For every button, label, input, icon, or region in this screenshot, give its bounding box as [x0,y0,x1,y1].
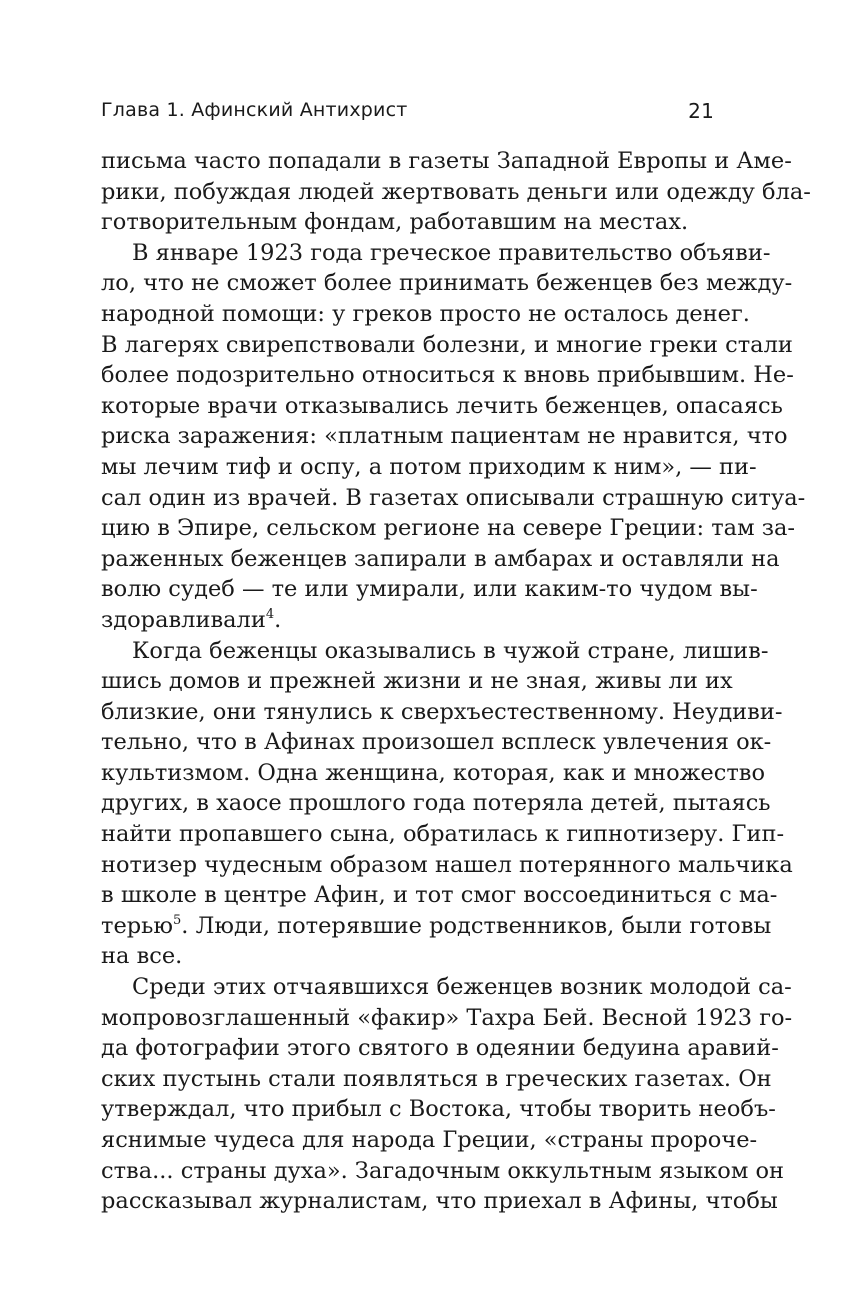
text-line: мы лечим тиф и оспу, а потом приходим к ним», — пи- [101,453,757,480]
text-line: риска заражения: «платным пациентам не нравится, что [101,423,788,450]
text-line: ло, что не сможет более принимать беженцев без между- [101,270,793,297]
text-line: письма часто попадали в газеты Западной Европы и Аме- [101,148,792,174]
running-head [101,99,714,131]
page-number: 21 [688,99,714,123]
text-line: раженных беженцев запирали в амбарах и оставляли на [101,545,780,572]
paragraph [101,636,793,973]
text-line: В лагерях свирепствовали болезни, и многие греки стали [101,331,793,358]
text-line: шись домов и прежней жизни и не зная, живы ли их [101,668,733,695]
text-line: готворительным фондам, работавшим на местах. [101,209,689,236]
text-line: близкие, они тянулись к сверхъестественному. Неудиви- [101,698,783,725]
text-line: рассказывал журналистам, что приехал в Афины, чтобы [101,1188,778,1215]
text-fragment: терью [101,912,174,939]
text-fragment: здоравливали [101,606,266,633]
text-line: цию в Эпире, сельском регионе на севере Греции: там за- [101,515,796,542]
text-line: найти пропавшего сына, обратилась к гипнотизеру. Гип- [101,821,785,848]
paragraph [101,238,806,636]
text-line: Когда беженцы оказывались в чужой стране, лишив- [132,637,769,664]
text-line: рики, побуждая людей жертвовать деньги или одежду бла- [101,178,811,205]
text-line: В январе 1923 года греческое правительство объяви- [132,239,771,266]
text-line: более подозрительно относиться к вновь прибывшим. Не- [101,362,794,389]
text-line [101,605,715,636]
text-line: ства... страны духа». Загадочным оккультным языком он [101,1157,785,1184]
paragraph [101,146,811,238]
text-line: яснимые чудеса для народа Греции, «страны пророче- [101,1127,758,1153]
text-line: которые врачи отказывались лечить беженцев, опасаясь [101,392,783,419]
text-line: нотизер чудесным образом нашел потерянного мальчика [101,851,793,878]
text-line: культизмом. Одна женщина, которая, как и множество [101,759,765,786]
text-line: да фотографии этого святого в одеянии бедуина аравий- [101,1035,779,1062]
footnote-ref[interactable]: 4 [265,606,275,622]
paragraph [101,972,793,1217]
text-line [101,911,772,942]
text-line: ских пустынь стали появляться в греческих газетах. Он [101,1065,772,1092]
footnote-ref[interactable]: 5 [173,912,182,928]
text-line: тельно, что в Афинах произошел всплеск увлечения ок- [101,729,772,756]
text-line: Среди этих отчаявшихся беженцев возник молодой са- [132,974,792,1001]
chapter-title: Глава 1. Афинский Антихрист [101,99,408,121]
text-line: народной помощи: у греков просто не осталось денег. [101,300,750,327]
body-text [101,146,811,1217]
text-line: на все. [101,943,183,970]
text-line: других, в хаосе прошлого года потеряла детей, пытаясь [101,790,771,817]
text-fragment: . [274,606,282,633]
text-fragment: . Люди, потерявшие родственников, были готовы [181,912,772,939]
text-line: сал один из врачей. В газетах описывали страшную ситуа- [101,484,806,511]
text-line: утверждал, что прибыл с Востока, чтобы творить необъ- [101,1096,776,1123]
text-line: волю судеб — те или умирали, или каким-то чудом вы- [101,576,758,603]
text-line: в школе в центре Афин, и тот смог воссоединиться с ма- [101,882,778,909]
text-line: мопровозглашенный «факир» Тахра Бей. Весной 1923 го- [101,1004,793,1031]
